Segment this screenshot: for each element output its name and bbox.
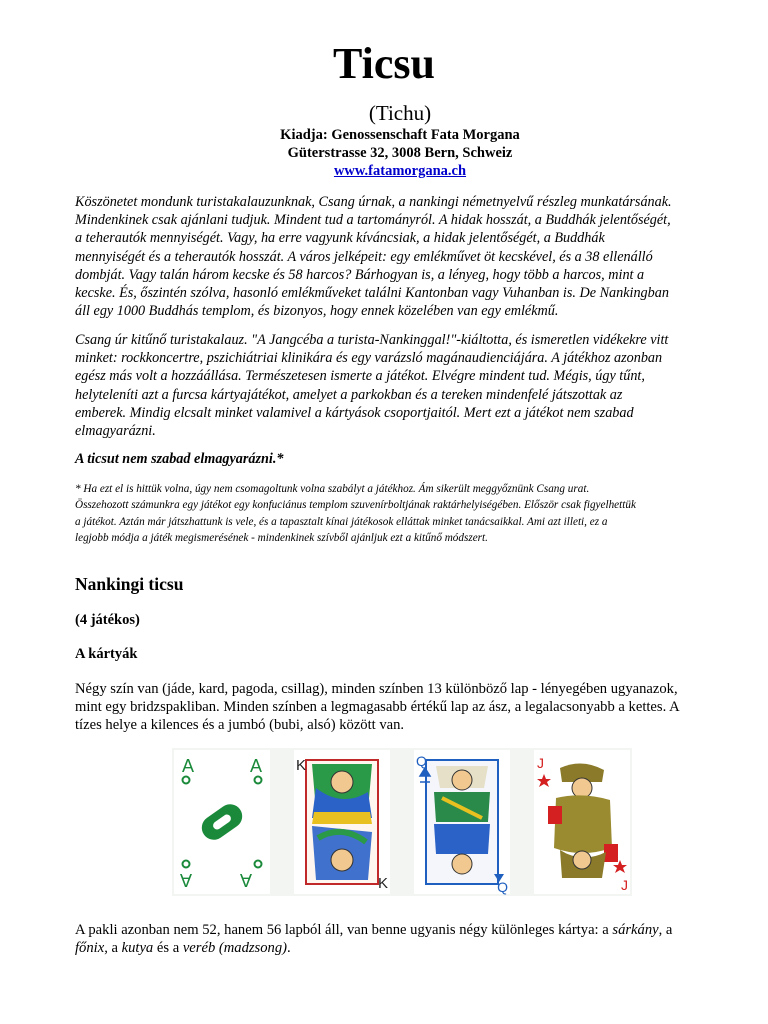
text-line: Mindenkinek csak ajánlani tudjuk. Mindent tud a tartományról. A hidak hosszát, a Buddhák jelentőségét, xyxy=(75,212,671,229)
text-line xyxy=(75,939,725,957)
card-corner-label: A xyxy=(249,756,262,776)
text-line: áll egy 1000 Buddhás templom, és bizonyos, hogy ennek közelében van egy emlékmű. xyxy=(75,303,559,320)
card-corner-label: K xyxy=(377,875,388,892)
footnote-line: Összehozott számunkra egy játékot egy konfuciánus templom szuvenírboltjának raktárhelyiségében. Először csak figyelhettük xyxy=(75,499,636,512)
card-corner-label: Q xyxy=(416,753,427,769)
cards-heading: A kártyák xyxy=(75,646,138,662)
footnote-line: a játékot. Aztán már játszhattunk is vele, és a tapasztalt kínai játékosok elláttak minket tanácsaikkal. Ami azt illeti, ez a xyxy=(75,515,608,528)
footnote-line: legjobb módja a játék megismerésének - mindenkinek szívből ajánljuk ezt a kitűnő módszert. xyxy=(75,532,488,545)
text-line xyxy=(75,921,725,939)
text-line: kecske. És, őszintén szólva, hasonló emlékműveket találni Kantonban vagy Vuhanban is. De Nankingban xyxy=(75,285,669,302)
page-title: Ticsu xyxy=(333,39,435,88)
players-note: (4 játékos) xyxy=(75,612,140,628)
intro-paragraph-1 xyxy=(75,193,725,320)
card-corner-label: A xyxy=(239,870,252,890)
emphasis-line: A ticsut nem szabad elmagyarázni.* xyxy=(75,451,284,467)
text-line: mint egy bridzspakliban. Minden színben a legmagasabb értékű lap az ász, a legalacsonyabb a kettes. A xyxy=(75,699,680,716)
text-span: . xyxy=(287,940,291,957)
text-line: helyteleníti azt a furcsa kártyajátékot, amelyet a parkokban és a tereken mindenfelé játszottak az xyxy=(75,386,623,403)
intro-paragraph-2 xyxy=(75,331,725,440)
text-span: és a xyxy=(153,940,183,957)
dragon-term: sárkány xyxy=(612,922,659,938)
jade-ace-card-icon xyxy=(172,748,272,896)
sparrow-term: veréb (madzsong) xyxy=(182,940,287,957)
text-line: Négy szín van (jáde, kard, pagoda, csillag), minden színben 13 különböző lap - lényegében ugyanazok, xyxy=(75,681,678,697)
card-corner-label: K xyxy=(296,757,307,774)
dog-term: kutya xyxy=(121,940,154,957)
publisher-line: Kiadja: Genossenschaft Fata Morgana xyxy=(280,127,520,143)
text-line: minket: rockkoncertre, pszichiátriai klinikára és egy varázsló magánaudienciájára. A játékhoz azonban xyxy=(75,350,663,367)
star-jack-card-icon xyxy=(532,748,632,896)
text-line: Csang úr kitűnő turistakalauz. "A Jangcéba a turista-Nankinggal!"-kiáltotta, és ismeretlen vidékekre vitt xyxy=(75,332,669,348)
card-corner-label: J xyxy=(537,755,544,771)
bottom-paragraph xyxy=(75,921,725,957)
sword-king-card-icon xyxy=(292,748,392,896)
text-line: Köszönetet mondunk turistakalauzunknak, Csang úrnak, a nankingi németnyelvű részleg munkatársának. xyxy=(75,194,672,210)
text-line: emberek. Mindig elcsalt minket valamivel a kártyások csoportjaitól. Mert ezt a játékot nem szabad xyxy=(75,404,634,421)
footnote-line: * Ha ezt el is hittük volna, úgy nem csomagoltunk volna szabályt a játékhoz. Ám sikerült meggyőznünk Csang urat. xyxy=(75,483,590,495)
footnote xyxy=(75,481,725,547)
pagoda-queen-card-icon xyxy=(412,748,512,896)
card-corner-label: A xyxy=(182,756,195,776)
text-line: egész más volt a hozzáállása. Természetesen ismerte a játékot. Elvégre mindent tud. Mégis, úgy tűnt, xyxy=(75,368,645,385)
phoenix-term: főnix xyxy=(75,940,105,957)
text-span: , a xyxy=(658,922,673,938)
page-subtitle: (Tichu) xyxy=(368,101,432,125)
cards-paragraph xyxy=(75,680,725,735)
text-span: A pakli azonban nem 52, hanem 56 lapból áll, van benne ugyanis négy különleges kártya: a xyxy=(75,922,613,938)
website-link[interactable]: www.fatamorgana.ch xyxy=(333,163,467,179)
text-line: a teherautók mennyiségét. Vagy, ha erre vagyunk kíváncsiak, a hidak jelentőségét, a Buddhák xyxy=(75,230,605,247)
section-heading: Nankingi ticsu xyxy=(75,574,184,594)
card-corner-label: J xyxy=(621,877,628,893)
text-span: , a xyxy=(104,940,122,957)
text-line: elmagyarázni. xyxy=(75,423,156,440)
text-line: tízes helye a kilences és a jumbó (bubi, alsó) között van. xyxy=(75,717,405,734)
card-corner-label: Q xyxy=(497,879,508,895)
address-line: Güterstrasse 32, 3008 Bern, Schweiz xyxy=(287,145,513,161)
card-images xyxy=(172,748,632,896)
website-line xyxy=(0,162,768,180)
text-line: dombját. Vagy talán három kecske és 58 harcos? Bárhogyan is, a lényeg, hogy több a harcos, mint a xyxy=(75,266,645,283)
card-corner-label: A xyxy=(179,870,192,890)
text-line: mennyiségét és a teherautók hosszát. A város jelképeit: egy emlékművet öt kecskével, és a 38 ellenálló xyxy=(75,248,653,265)
